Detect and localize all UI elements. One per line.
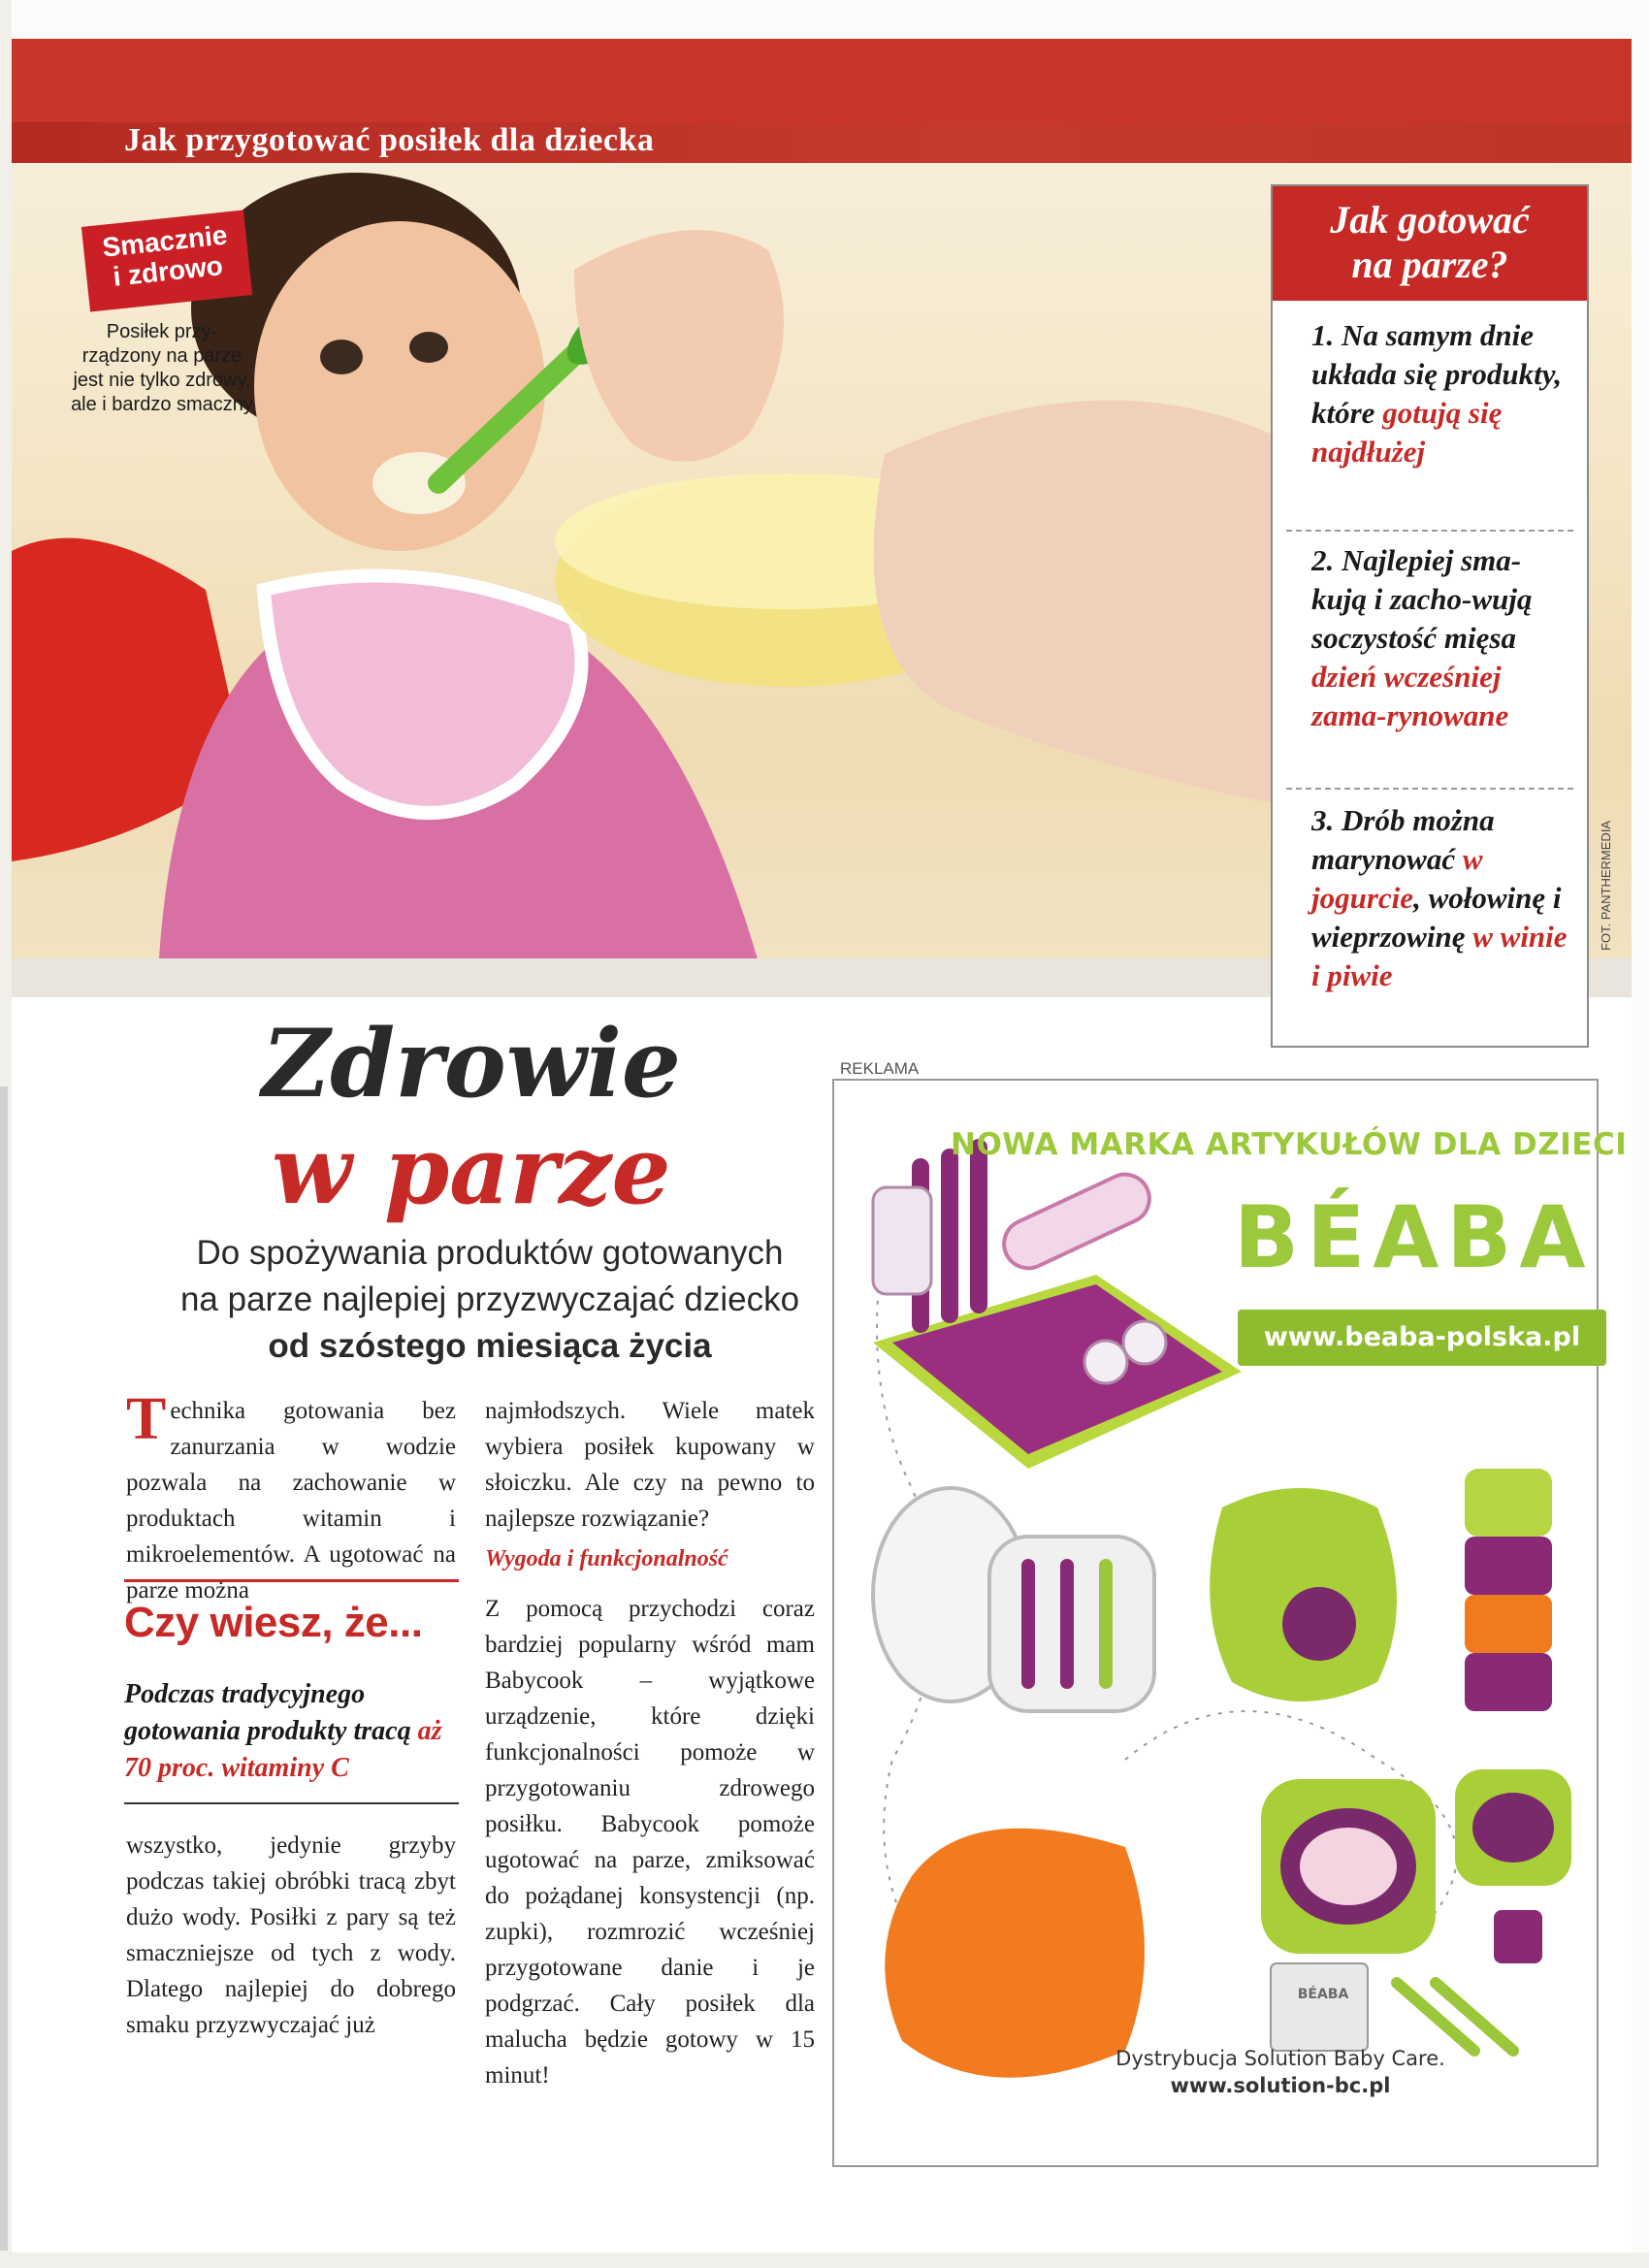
article-column-2-bottom: Z pomocą przychodzi coraz bardziej popularny wśród mam Babycook – wyjątkowe urządzenie, które dzięki funkcjonalności pomoże w przygotowaniu zdrowego posiłku. Babycook pomoże ugotować na parze, zmiksować do pożądanej konsystencji (np. zupki), rozmrozić wcześniej przygotowane danie i je podgrzać. Cały posiłek dla malucha będzie gotowy w 15 minut!	[485, 1596, 815, 2089]
spoon-icon	[1397, 1983, 1474, 2051]
photo-credit: FOT. PANTHERMEDIA	[1599, 820, 1613, 951]
pacifier-icon	[1123, 1321, 1166, 1364]
tip-2-text: 2. Najlepiej sma-kują i zacho-wują soczystość mięsa	[1311, 543, 1533, 655]
pacifier-icon	[1084, 1341, 1127, 1383]
baby-bottle-icon	[996, 1167, 1157, 1277]
formula-dispenser-section	[1465, 1595, 1552, 1653]
bottle-icon	[873, 1187, 931, 1294]
fork-icon	[1436, 1983, 1513, 2051]
badge-line-2: i zdrowo	[112, 250, 225, 292]
tip-1	[1311, 316, 1573, 471]
tip-divider	[1286, 530, 1573, 532]
ad-website-link[interactable]: www.beaba-polska.pl	[1238, 1310, 1606, 1366]
page-spine	[0, 1086, 8, 2251]
lead-line-1: Do spożywania produktów gotowanych	[196, 1234, 784, 1272]
product-box-label: BÉABA	[1297, 1987, 1349, 2002]
section-title: Jak przygotować posiłek dla dziecka	[124, 122, 655, 158]
drop-cap: T	[126, 1386, 167, 1452]
lead-line-2: na parze najlepiej przyzwyczajać dziecko	[179, 1280, 800, 1318]
baby-eye-right	[409, 332, 448, 363]
tip-3-tail: , wołowinę i wieprzowinę	[1311, 881, 1562, 954]
did-you-know-text	[124, 1676, 454, 1787]
bowl-inner	[1472, 1793, 1554, 1863]
rack-peg	[941, 1149, 958, 1323]
ad-distributor	[1086, 2045, 1474, 2099]
ad-tagline: NOWA MARKA ARTYKUŁÓW DLA DZIECI	[951, 1127, 1628, 1162]
parent-arm	[874, 400, 1273, 803]
tips-heading	[1273, 186, 1587, 301]
article-column-1-top	[126, 1386, 456, 1608]
tip-2	[1311, 541, 1573, 735]
tip-1-highlight: gotują się najdłużej	[1311, 396, 1503, 469]
bib-flower	[1282, 1587, 1356, 1661]
badge-caption: Posiłek przy-rządzony na parze jest nie tylko zdrowy, ale i bardzo smaczny	[71, 321, 253, 415]
tip-divider	[1286, 788, 1573, 790]
ad-brand-logo: BÉABA	[1234, 1187, 1594, 1287]
badge-line-1: Smacznie	[100, 219, 229, 263]
tip-3-highlight: w jogurcie	[1311, 842, 1483, 915]
distributor-name: Dystrybucja Solution Baby Care.	[1116, 2047, 1445, 2070]
tip-3	[1311, 801, 1573, 995]
ad-label: REKLAMA	[840, 1059, 920, 1078]
tips-sidebar	[1271, 184, 1589, 1048]
article-lead	[155, 1230, 824, 1370]
did-you-know-highlight: aż 70 proc. witaminy C	[124, 1716, 442, 1783]
did-you-know-rule-top	[124, 1579, 459, 1582]
rack-peg	[970, 1139, 987, 1313]
baby-eye-left	[320, 340, 363, 374]
lead-bold: od szóstego miesiąca życia	[268, 1327, 712, 1365]
badge-smacznie	[81, 210, 252, 311]
product-box-icon	[1271, 1963, 1368, 2051]
tip-3-text: 3. Drób można marynować	[1311, 803, 1495, 876]
article-column-1-bottom: wszystko, jedynie grzyby podczas takiej obróbki tracą zbyt dużo wody. Posiłki z pary są też smaczniejsze od tych z wody. Dlatego najlepiej do dobrego smaku przyzwyczajać już	[126, 1832, 456, 2038]
tips-heading-line-2: na parze?	[1351, 243, 1508, 286]
cup-icon	[1494, 1910, 1542, 1963]
tip-1-text: 1. Na samym dnie układa się produkty, które	[1311, 318, 1563, 430]
article-column-2-top: najmłodszych. Wiele matek wybiera posiłek kupowany w słoiczku. Ale czy na pewno to najlepsze rozwiązanie?	[485, 1398, 815, 1532]
article-title-line-2: w parze	[272, 1116, 671, 1225]
did-you-know-body: Podczas tradycyjnego gotowania produkty tracą	[124, 1679, 411, 1746]
article-title-line-1: Zdrowie	[262, 1009, 681, 1118]
orange-plate-icon	[885, 1829, 1145, 2078]
formula-dispenser-section	[1465, 1653, 1552, 1711]
distributor-url[interactable]: www.solution-bc.pl	[1170, 2074, 1391, 2097]
did-you-know-title: Czy wiesz, że...	[124, 1599, 423, 1646]
tip-3-highlight-2: w winie i piwie	[1311, 920, 1568, 992]
parent-hand	[574, 230, 784, 462]
did-you-know-rule-bottom	[124, 1802, 459, 1804]
column-1-text: echnika gotowania bez zanurzania w wodzie pozwala na zachowanie w produktach witamin i mikroelementów. A ugotować na parze można	[126, 1398, 456, 1604]
plate-center	[1300, 1828, 1397, 1905]
tip-2-highlight: dzień wcześniej zama-rynowane	[1311, 660, 1509, 732]
formula-dispenser-section	[1465, 1537, 1552, 1595]
page-edge-bottom	[0, 2252, 1649, 2268]
tips-heading-line-1: Jak gotować	[1330, 198, 1530, 242]
formula-dispenser-icon	[1465, 1469, 1552, 1537]
article-subheading: Wygoda i funkcjonalność	[485, 1546, 728, 1571]
